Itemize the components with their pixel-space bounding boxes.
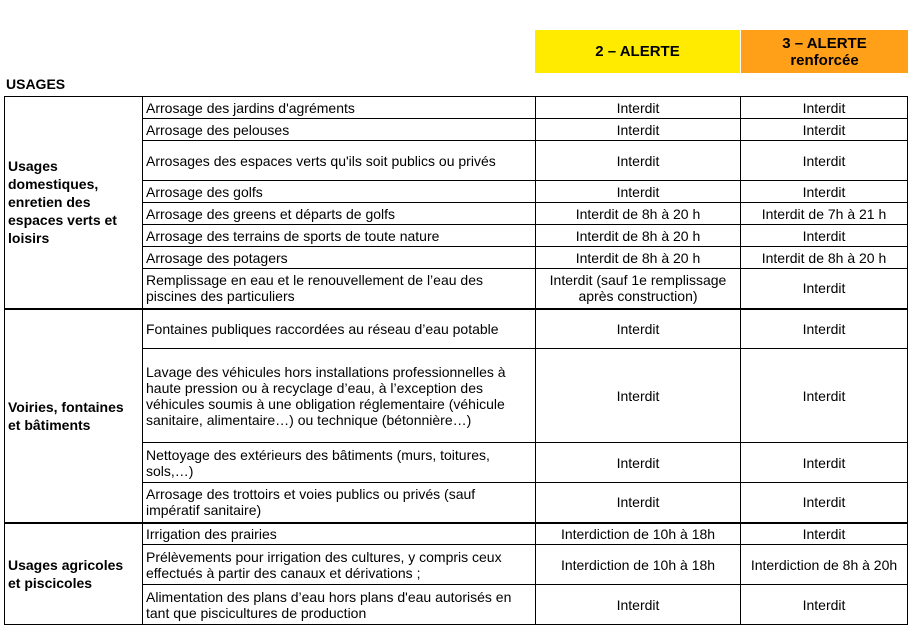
renforcee-cell: Interdit de 7h à 21 h (741, 203, 908, 225)
renforcee-cell: Interdit (741, 119, 908, 141)
usage-cell: Lavage des véhicules hors installations professionnelles à haute pression ou à recyclage d’eau, à l’exception des véhicules soumis à une obligation réglementaire (véhicule sanitaire, alimentaire…) ou technique (bétonnière…) (143, 349, 536, 443)
usage-cell: Prélèvements pour irrigation des cultures, y compris ceux effectués à partir des canaux et dérivations ; (143, 545, 536, 585)
renforcee-cell: Interdit (741, 483, 908, 523)
alerte-cell: Interdit (536, 141, 741, 181)
alerte-cell: Interdit (536, 349, 741, 443)
category-domestiques: Usages domestiques, enretien des espaces verts et loisirs (5, 97, 143, 309)
renforcee-cell: Interdit (741, 309, 908, 349)
header-alerte-renforcee (741, 30, 908, 73)
renforcee-cell: Interdit (741, 443, 908, 483)
usage-cell: Alimentation des plans d’eau hors plans d'eau autorisés en tant que piscicultures de production (143, 585, 536, 625)
usage-cell: Nettoyage des extérieurs des bâtiments (murs, toitures, sols,…) (143, 443, 536, 483)
alerte-cell: Interdit (sauf 1e remplissage après construction) (536, 269, 741, 309)
alerte-cell: Interdit (536, 309, 741, 349)
renforcee-cell: Interdiction de 8h à 20h (741, 545, 908, 585)
alerte-cell: Interdit de 8h à 20 h (536, 247, 741, 269)
usage-cell: Arrosage des golfs (143, 181, 536, 203)
alerte-cell: Interdiction de 10h à 18h (536, 545, 741, 585)
usages-title: USAGES (6, 76, 66, 92)
renforcee-cell: Interdit (741, 141, 908, 181)
usage-cell: Arrosage des jardins d'agréments (143, 97, 536, 119)
usage-cell: Arrosage des terrains de sports de toute nature (143, 225, 536, 247)
alerte-cell: Interdit (536, 483, 741, 523)
usage-cell: Arrosage des pelouses (143, 119, 536, 141)
alerte-cell: Interdit (536, 97, 741, 119)
table-row (5, 309, 908, 349)
alerte-cell: Interdit (536, 119, 741, 141)
renforcee-cell: Interdit (741, 349, 908, 443)
usage-cell: Arrosage des potagers (143, 247, 536, 269)
usage-cell: Arrosage des trottoirs et voies publics ou privés (sauf impératif sanitaire) (143, 483, 536, 523)
alerte-cell: Interdit (536, 181, 741, 203)
alerte-cell: Interdiction de 10h à 18h (536, 523, 741, 545)
category-agricoles: Usages agricoles et piscicoles (5, 523, 143, 625)
category-voiries: Voiries, fontaines et bâtiments (5, 309, 143, 523)
alerte-cell: Interdit (536, 443, 741, 483)
renforcee-cell: Interdit (741, 269, 908, 309)
renforcee-cell: Interdit (741, 225, 908, 247)
renforcee-cell: Interdit (741, 585, 908, 625)
header-alerte: 2 – ALERTE (535, 30, 740, 73)
renforcee-cell: Interdit (741, 523, 908, 545)
renforcee-cell: Interdit de 8h à 20 h (741, 247, 908, 269)
usage-cell: Arrosages des espaces verts qu'ils soit publics ou privés (143, 141, 536, 181)
alerte-cell: Interdit de 8h à 20 h (536, 203, 741, 225)
header-alerte-renforcee-text: 3 – ALERTE renforcée (782, 34, 867, 69)
usage-cell: Remplissage en eau et le renouvellement de l’eau des piscines des particuliers (143, 269, 536, 309)
restrictions-table (4, 96, 908, 625)
usage-cell: Irrigation des prairies (143, 523, 536, 545)
renforcee-cell: Interdit (741, 97, 908, 119)
renforcee-cell: Interdit (741, 181, 908, 203)
alerte-cell: Interdit de 8h à 20 h (536, 225, 741, 247)
alerte-cell: Interdit (536, 585, 741, 625)
table-row (5, 523, 908, 545)
usage-cell: Fontaines publiques raccordées au réseau d’eau potable (143, 309, 536, 349)
usage-cell: Arrosage des greens et départs de golfs (143, 203, 536, 225)
table-row (5, 97, 908, 119)
